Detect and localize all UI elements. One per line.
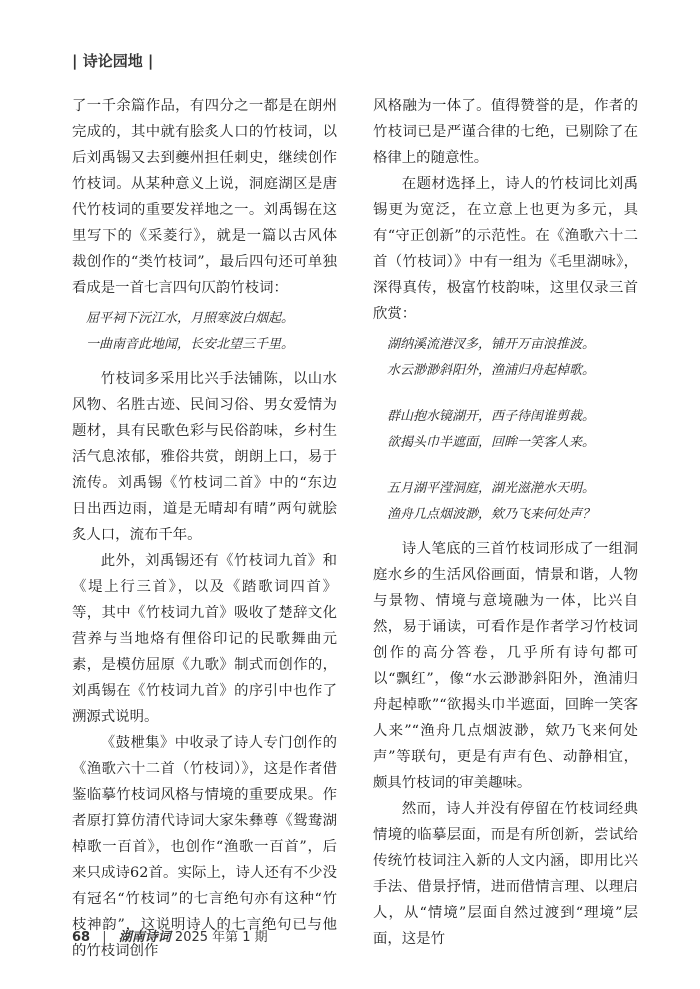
magazine-title: 湖南诗词: [118, 930, 171, 945]
paragraph: 竹枝词多采用比兴手法铺陈，以山水风物、名胜古迹、民间习俗、男女爱情为题材，具有民歌色彩与民俗韵味，乡村生活气息浓郁，雅俗共赏，朗朗上口，易于流传。刘禹锡《竹枝词二首》中的“东边日出西边雨，道是无晴却有晴”两句就脍炙人口，流布千年。: [72, 371, 337, 543]
poem-quote: [373, 332, 638, 528]
paragraph: 了一千余篇作品，有四分之一都是在朗州完成的，其中就有脍炙人口的竹枝词，以后刘禹锡又去到夔州担任刺史，继续创作竹枝词。从某种意义上说，洞庭湖区是唐代竹枝词的重要发祥地之一。刘禹锡在这里写下的《采菱行》，就是一篇以古风体裁创作的“类竹枝词”，最后四句还可单独看成是一首七言四句仄韵竹枝词：: [72, 98, 337, 296]
left-column: [72, 93, 337, 964]
section-title: | 诗论园地 |: [72, 52, 154, 70]
paragraph: 在题材选择上，诗人的竹枝词比刘禹锡更为宽泛，在立意上也更为多元，具有“守正创新”的示范性。在《渔歌六十二首（竹枝词）》中有一组为《毛里湖咏》，深得真传，极富竹枝韵味，这里仅录三首欣赏：: [373, 176, 638, 322]
poem-line: 一曲南音此地闻，长安北望三千里。: [86, 337, 295, 352]
poem-line: 渔舟几点烟波渺，欸乃飞来何处声？: [387, 507, 596, 522]
paragraph: 风格融为一体了。值得赞誉的是，作者的竹枝词已是严谨合律的七绝，已剔除了在格律上的随意性。: [373, 98, 638, 166]
poem-line: 群山抱水镜湖开，西子待闺谁剪裁。: [387, 409, 596, 424]
paragraph: 此外，刘禹锡还有《竹枝词九首》和《堤上行三首》，以及《踏歌词四首》等，其中《竹枝词九首》吸收了楚辞文化营养与当地烙有俚俗印记的民歌舞曲元素，是模仿屈原《九歌》制式而创作的，刘禹锡在《竹枝词九首》的序引中也作了溯源式说明。: [72, 553, 337, 725]
paragraph: 然而，诗人并没有停留在竹枝词经典情境的临摹层面，而是有所创新，尝试给传统竹枝词注入新的人文内涵，即用比兴手法、借景抒情，进而借情言理、以理启人，从“情境”层面自然过渡到“理境”层面，这是竹: [373, 801, 638, 947]
paragraph: 诗人笔底的三首竹枝词形成了一组洞庭水乡的生活风俗画面，情景和谐，人物与景物、情境与意境融为一体，比兴自然，易于诵读，可看作是作者学习竹枝词创作的高分答卷，几乎所有诗句都可以“飘红”，像“水云渺渺斜阳外，渔浦归舟起棹歌”“欲揭头巾半遮面，回眸一笑客人来”“渔舟几点烟波渺，欸乃飞来何处声”等联句，更是有声有色、动静相宜，颇具竹枝词的审美趣味。: [373, 541, 638, 791]
poem-quote: [72, 306, 337, 358]
footer-separator: |: [102, 930, 107, 945]
poem-line: 五月湖平滢洞庭，湖光滋滟水天明。: [387, 481, 596, 496]
issue-label: 2025 年第 1 期: [174, 930, 268, 945]
poem-line: 水云渺渺斜阳外，渔浦归舟起棹歌。: [387, 363, 596, 378]
paragraph: 《鼓枻集》中收录了诗人专门创作的《渔歌六十二首（竹枝词）》，这是作者借鉴临摹竹枝词风格与情境的重要成果。作者原打算仿清代诗词大家朱彝尊《鸳鸯湖棹歌一百首》，也创作“渔歌一百首”，后来只成诗62首。实际上，诗人还有不少没有冠名“竹枝词”的七言绝句亦有这种“竹枝神韵”，这说明诗人的七言绝句已与他的竹枝词创作: [72, 735, 337, 959]
poem-line: 屈平祠下沅江水，月照寒波白烟起。: [86, 311, 295, 326]
right-column: [373, 93, 638, 952]
poem-line: 湖纳溪流港汊多，铺开万亩浪推波。: [387, 337, 596, 352]
poem-line: 欲揭头巾半遮面，回眸一笑客人来。: [387, 435, 596, 450]
page-number: 68: [72, 930, 91, 945]
page-footer: [72, 926, 268, 945]
